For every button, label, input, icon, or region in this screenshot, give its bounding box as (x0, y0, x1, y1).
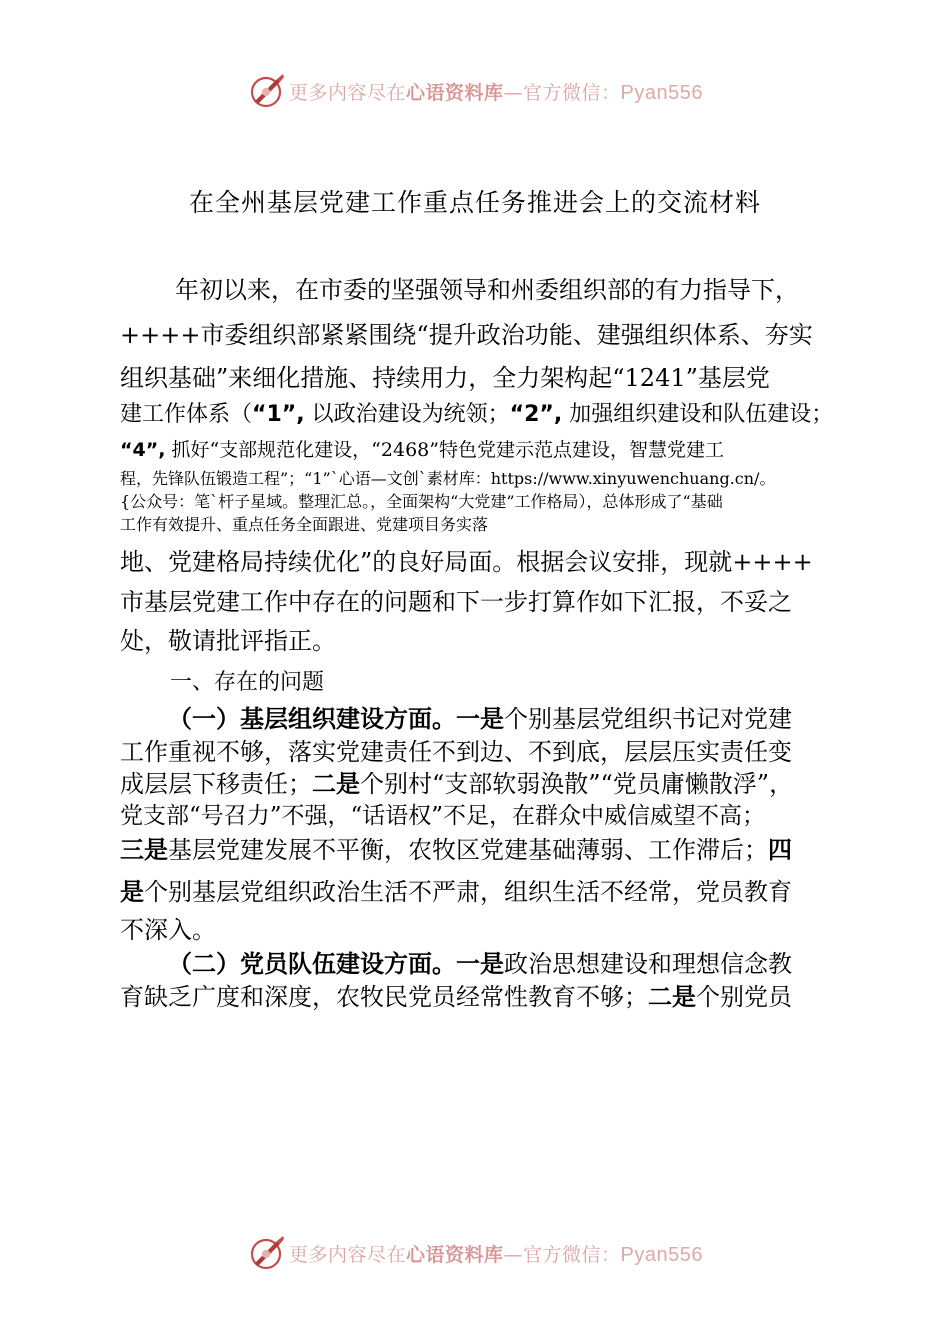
watermark-suffix: —官方微信： (503, 81, 621, 104)
sub1-line-7: 不深入。 (120, 916, 216, 944)
document-title: 在全州基层党建工作重点任务推进会上的交流材料 (188, 188, 761, 217)
p1-line-9: 地、党建格局持续优化”的良好局面。根据会议安排，现就++++ (120, 548, 813, 576)
p1-line-10: 市基层党建工作中存在的问题和下一步打算作如下汇报，不妥之 (120, 588, 792, 616)
p1-line-7: {公众号：笔`杆子星域。整理汇总。，全面架构“大党建”工作格局），总体形成了“基础 (120, 492, 723, 511)
watermark-wechat-id: Pyan556 (620, 81, 703, 104)
watermark-library: 心语资料库 (406, 1243, 504, 1266)
watermark-library: 心语资料库 (406, 81, 504, 104)
sub1-line-3: 成层层下移责任；二是个别村“支部软弱涣散”“党员庸懒散浮”， (120, 770, 794, 798)
watermark-prefix: 更多内容尽在 (288, 81, 406, 104)
pen-logo-icon (247, 1233, 287, 1273)
p1-line-3: 组织基础”来细化措施、持续用力，全力架构起“1241”基层党 (120, 364, 770, 392)
p1-line-2: ++++市委组织部紧紧围绕“提升政治功能、建强组织体系、夯实 (120, 321, 813, 349)
p1-line-11: 处，敬请批评指正。 (120, 627, 336, 655)
sub2-line-2: 育缺乏广度和深度，农牧民党员经常性教育不够；二是个别党员 (120, 983, 792, 1011)
p1-line-5: “4”, 抓好“支部规范化建设，“2468”特色党建示范点建设，智慧党建工 (120, 439, 724, 461)
watermark-wechat-id: Pyan556 (620, 1243, 703, 1266)
watermark-prefix: 更多内容尽在 (288, 1243, 406, 1266)
sub1-line-4: 党支部“号召力”不强，“话语权”不足，在群众中威信威望不高； (120, 803, 766, 829)
sub1-line-1: （一）基层组织建设方面。一是个别基层党组织书记对党建 (168, 704, 792, 733)
sub1-line-5: 三是基层党建发展不平衡，农牧区党建基础薄弱、工作滞后；四 (120, 836, 792, 864)
watermark-suffix: —官方微信： (503, 1243, 621, 1266)
section-heading: 一、存在的问题 (170, 670, 325, 695)
p1-line-1: 年初以来，在市委的坚强领导和州委组织部的有力指导下， (175, 276, 799, 304)
sub1-line-6: 是个别基层党组织政治生活不严肃，组织生活不经常，党员教育 (120, 878, 792, 906)
sub1-line-2: 工作重视不够，落实党建责任不到边、不到底，层层压实责任变 (120, 738, 792, 766)
p1-line-8: 工作有效提升、重点任务全面跟进、党建项目务实落 (120, 515, 489, 534)
p1-line-4: 建工作体系（“1”, 以政治建设为统领；“2”, 加强组织建设和队伍建设； (120, 402, 834, 427)
p1-line-6: 程，先锋队伍锻造工程”；“1”`心语—文创`素材库：https://www.xinyuwenchuang.cn/。 (120, 469, 776, 488)
pen-logo-icon (247, 71, 287, 111)
watermark-footer (0, 1228, 950, 1278)
sub2-line-1: （二）党员队伍建设方面。一是政治思想建设和理想信念教 (168, 949, 792, 978)
watermark-header (0, 66, 950, 116)
